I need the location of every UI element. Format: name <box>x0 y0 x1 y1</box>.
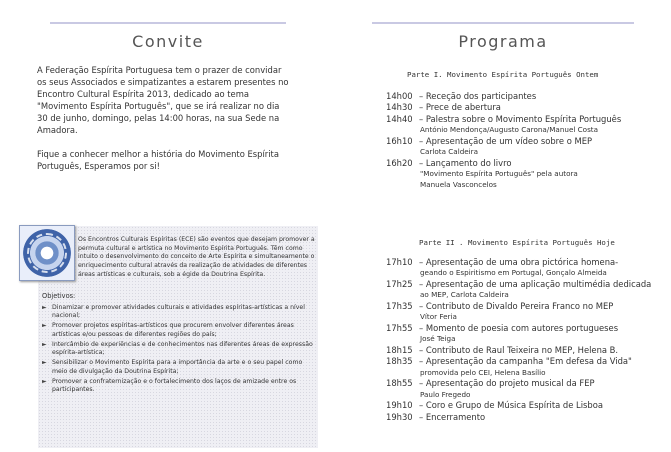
ece-intro-text: Os Encontros Culturais Espíritas (ECE) são eventos que desejam promover a permuta cultural e artística no Movimento Espírita Português. Têm como intuito o desenvolvimento do conceito de Arte Espírita e simultaneamente o enriquecimento cultural através da realização de atividades de diferentes áreas artísticas e culturais, sob a égide da Doutrina Espírita. <box>78 236 315 278</box>
objective-text: Intercâmbio de experiências e de conhecimentos nas diferentes áreas de expressão espírita-artística; <box>52 340 313 357</box>
schedule-description: – Encerramento <box>419 411 486 422</box>
objective-item <box>40 378 316 395</box>
schedule-time: 17h35 <box>386 301 413 311</box>
convite-paragraph-1: A Federação Espírita Portuguesa tem o prazer de convidar os seus Associados e simpatizantes a estarem presentes no Encontro Cultural Espírita 2013, dedicado ao tema "Movimento Espírita Português", que se irá realizar no dia 30 de junho, domingo, pelas 14:00 horas, na sua Sede na Amadora. <box>37 65 289 135</box>
schedule-row <box>386 412 666 423</box>
schedule-subline: promovida pelo CEI, Helena Basílio <box>420 367 546 377</box>
schedule-subline: "Movimento Espírita Português" pela autora <box>420 169 578 179</box>
schedule-time: 18h15 <box>386 345 413 355</box>
objectives-title: Objetivos: <box>42 292 76 300</box>
programa-top-rule <box>372 22 634 24</box>
schedule-description: – Apresentação de uma aplicação multimédia dedicada <box>419 279 652 289</box>
schedule-row <box>386 345 666 356</box>
schedule-time: 17h55 <box>386 323 413 333</box>
schedule-time: 14h00 <box>386 91 413 101</box>
schedule-description: – Apresentação de um vídeo sobre o MEP <box>419 135 593 146</box>
schedule-time: 17h10 <box>386 257 413 267</box>
objective-item <box>40 304 316 321</box>
schedule-time: 16h10 <box>386 135 413 146</box>
schedule-time: 18h35 <box>386 356 413 367</box>
schedule-row <box>386 400 666 411</box>
schedule-description: – Prece de abertura <box>419 102 501 113</box>
schedule-description: – Apresentação do projeto musical da FEP <box>419 378 595 389</box>
schedule-time: 19h30 <box>386 411 413 422</box>
schedule-row <box>386 301 666 312</box>
schedule-subline: Paulo Fregedo <box>420 389 471 399</box>
objective-item <box>40 341 316 358</box>
objective-item <box>40 322 316 339</box>
schedule-row <box>386 102 666 113</box>
schedule-time: 17h25 <box>386 279 413 289</box>
part-1-title: Parte I. Movimento Espírita Português Ontem <box>407 70 599 79</box>
objective-text: Promover a confraternização e o fortalecimento dos laços de amizade entre os participantes. <box>52 377 297 394</box>
schedule-row <box>386 114 666 125</box>
schedule-row <box>386 136 666 147</box>
bullet-arrow-icon: ► <box>42 322 47 330</box>
convite-title: Convite <box>132 32 204 51</box>
schedule-description: – Lançamento do livro <box>419 157 512 168</box>
objective-text: Dinamizar e promover atividades culturais e atividades espíritas-artísticas a nível nacional; <box>52 304 305 320</box>
schedule-subline: José Teiga <box>420 334 456 344</box>
schedule-time: 18h55 <box>386 378 413 389</box>
objectives-list <box>40 304 316 396</box>
schedule-row <box>386 279 666 290</box>
schedule-row <box>386 378 666 389</box>
schedule-row <box>386 91 666 102</box>
bullet-arrow-icon: ► <box>42 359 47 367</box>
ece-logo-icon <box>19 225 75 281</box>
bullet-arrow-icon: ► <box>42 304 47 311</box>
part-2-title: Parte II . Movimento Espírita Português Hoje <box>419 238 615 247</box>
schedule-description: – Contributo de Divaldo Pereira Franco no MEP <box>419 301 614 311</box>
convite-paragraph-2: Fique a conhecer melhor a história do Movimento Espírita Português, Esperamos por si! <box>37 149 279 171</box>
schedule-row <box>386 257 666 268</box>
schedule-description: – Contributo de Raul Teixeira no MEP, Helena B. <box>419 345 619 355</box>
schedule-row <box>386 356 666 367</box>
schedule-subline: Vítor Feria <box>420 312 457 322</box>
schedule-description: – Palestra sobre o Movimento Espírita Português <box>419 113 622 124</box>
schedule-description: – Momento de poesia com autores portugueses <box>419 323 619 333</box>
bullet-arrow-icon: ► <box>42 340 47 348</box>
schedule-time: 14h40 <box>386 113 413 124</box>
convite-top-rule <box>50 22 286 24</box>
schedule-subline: António Mendonça/Augusto Carona/Manuel Costa <box>420 125 599 135</box>
schedule-description: – Apresentação da campanha "Em defesa da Vida" <box>419 356 632 367</box>
part-2-schedule <box>386 257 666 423</box>
bullet-arrow-icon: ► <box>42 377 47 385</box>
schedule-time: 19h10 <box>386 400 413 411</box>
schedule-row <box>386 158 666 169</box>
objective-text: Promover projetos espíritas-artísticos que procurem envolver diferentes áreas artísticas e/ou pessoas de diferentes regiões do país; <box>52 322 294 338</box>
schedule-time: 16h20 <box>386 157 413 168</box>
schedule-time: 14h30 <box>386 102 413 113</box>
schedule-description: – Receção dos participantes <box>419 91 537 101</box>
schedule-subline: Carlota Caldeira <box>420 147 479 157</box>
schedule-row <box>386 323 666 334</box>
schedule-subline: geando o Espiritismo em Portugal, Gonçalo Almeida <box>420 268 607 278</box>
objective-item <box>40 359 316 376</box>
part-1-schedule <box>386 91 666 190</box>
objective-text: Sensibilizar o Movimento Espírita para a importância da arte e o seu papel como meio de divulgação da Doutrina Espírita; <box>52 359 303 375</box>
schedule-description: – Coro e Grupo de Música Espírita de Lisboa <box>419 400 603 411</box>
schedule-subline: Manuela Vasconcelos <box>420 179 497 189</box>
schedule-subline: ao MEP, Carlota Caldeira <box>420 290 509 300</box>
programa-title: Programa <box>458 32 548 51</box>
schedule-description: – Apresentação de uma obra pictórica homena- <box>419 257 619 267</box>
